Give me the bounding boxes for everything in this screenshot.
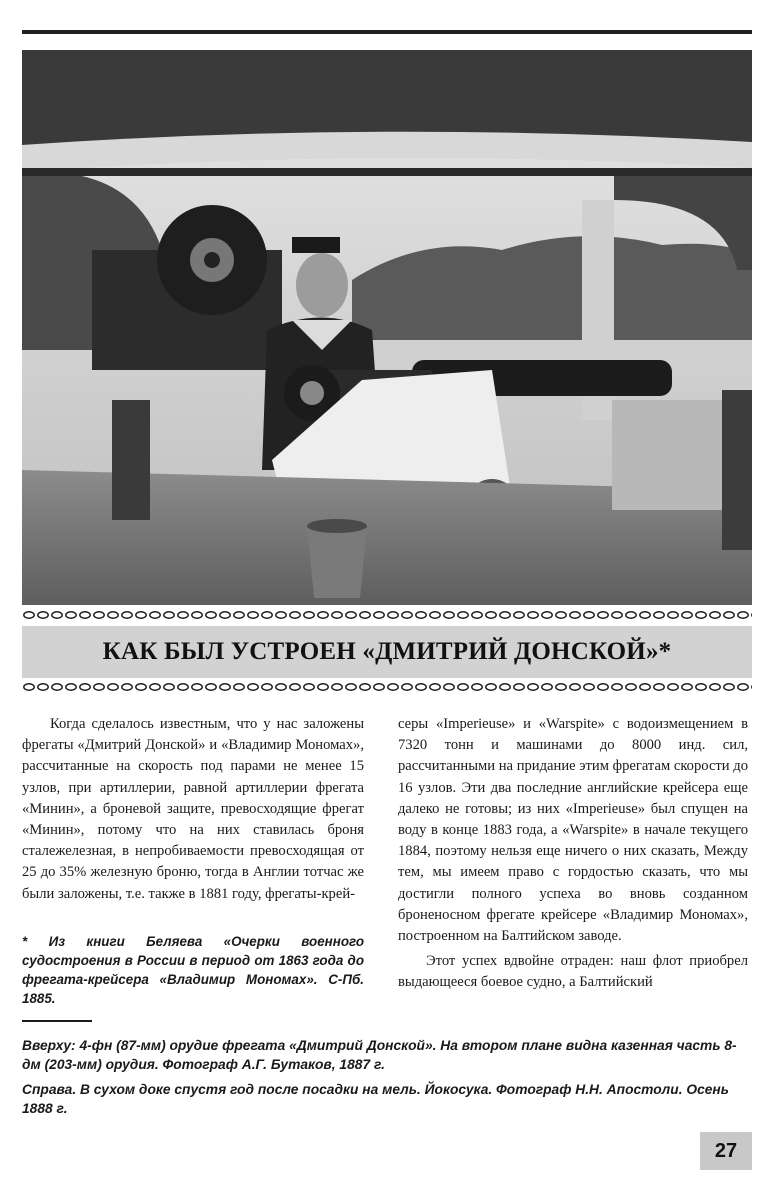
body-paragraph: Когда сделалось известным, что у нас заложены фрегаты «Дмитрий Донской» и «Владимир Мономах», рассчитанные на скорость под парами не менее 15 узлов, при артиллерии, равной артиллерии фрегата «Минин», а броневой защите, превосходящие фрегат «Минин», потому что на них ставилась броня сталежелезная, в непробиваемости превосходящая от 25 до 35% железную броню, тогда в Англии тотчас же были заложены, т.е. также в 1881 году, фрегаты-крей-: [22, 716, 364, 902]
caption-divider: [22, 1020, 92, 1022]
body-paragraph: Этот успех вдвойне отраден: наш флот приобрел выдающееся боевое судно, а Балтийский: [398, 953, 748, 991]
photograph-deck-gun-sailor: [22, 50, 752, 605]
chain-ornament-top: [22, 610, 752, 620]
caption-top: Вверху: 4-фн (87-мм) орудие фрегата «Дмитрий Донской». На втором плане видна казенная часть 8-дм (203-мм) орудия. Фотограф А.Г. Бутаков, 1887 г.: [22, 1038, 737, 1072]
photo-captions: [22, 1036, 750, 1124]
text-column-right: [398, 714, 748, 994]
section-heading-band: [22, 626, 752, 678]
caption-right: Справа. В сухом доке спустя год после посадки на мель. Йокосука. Фотограф Н.Н. Апостоли. Осень 1888 г.: [22, 1082, 729, 1116]
body-paragraph: серы «Imperieuse» и «Warspite» с водоизмещением в 7320 тонн и машинами до 8000 инд. сил, рассчитанными на придание этим фрегатам скорости до 16 узлов. Эти два последние английские крейсера еще далеко не готовы; из них «Imperieuse» был спущен на воду в конце 1883 года, а «Warspite» в начале текущего 1884, поэтому нельзя еще ничего о них сказать, Между тем, мы имеем право с гордостью сказать, что мы достигли полного успеха во вновь созданном броненосном фрегате крейсере «Владимир Мономах», построенном на Балтийском заводе.: [398, 716, 748, 945]
top-rule: [22, 30, 752, 34]
section-heading: КАК БЫЛ УСТРОЕН «ДМИТРИЙ ДОНСКОЙ»*: [102, 638, 672, 665]
chain-ornament-bottom: [22, 682, 752, 692]
page-number: 27: [700, 1132, 752, 1170]
footnote: * Из книги Беляева «Очерки военного судостроения в России в период от 1863 года до фрегата-крейсера «Владимир Мономах». С-Пб. 1885.: [22, 934, 364, 1006]
text-column-left: [22, 714, 364, 905]
